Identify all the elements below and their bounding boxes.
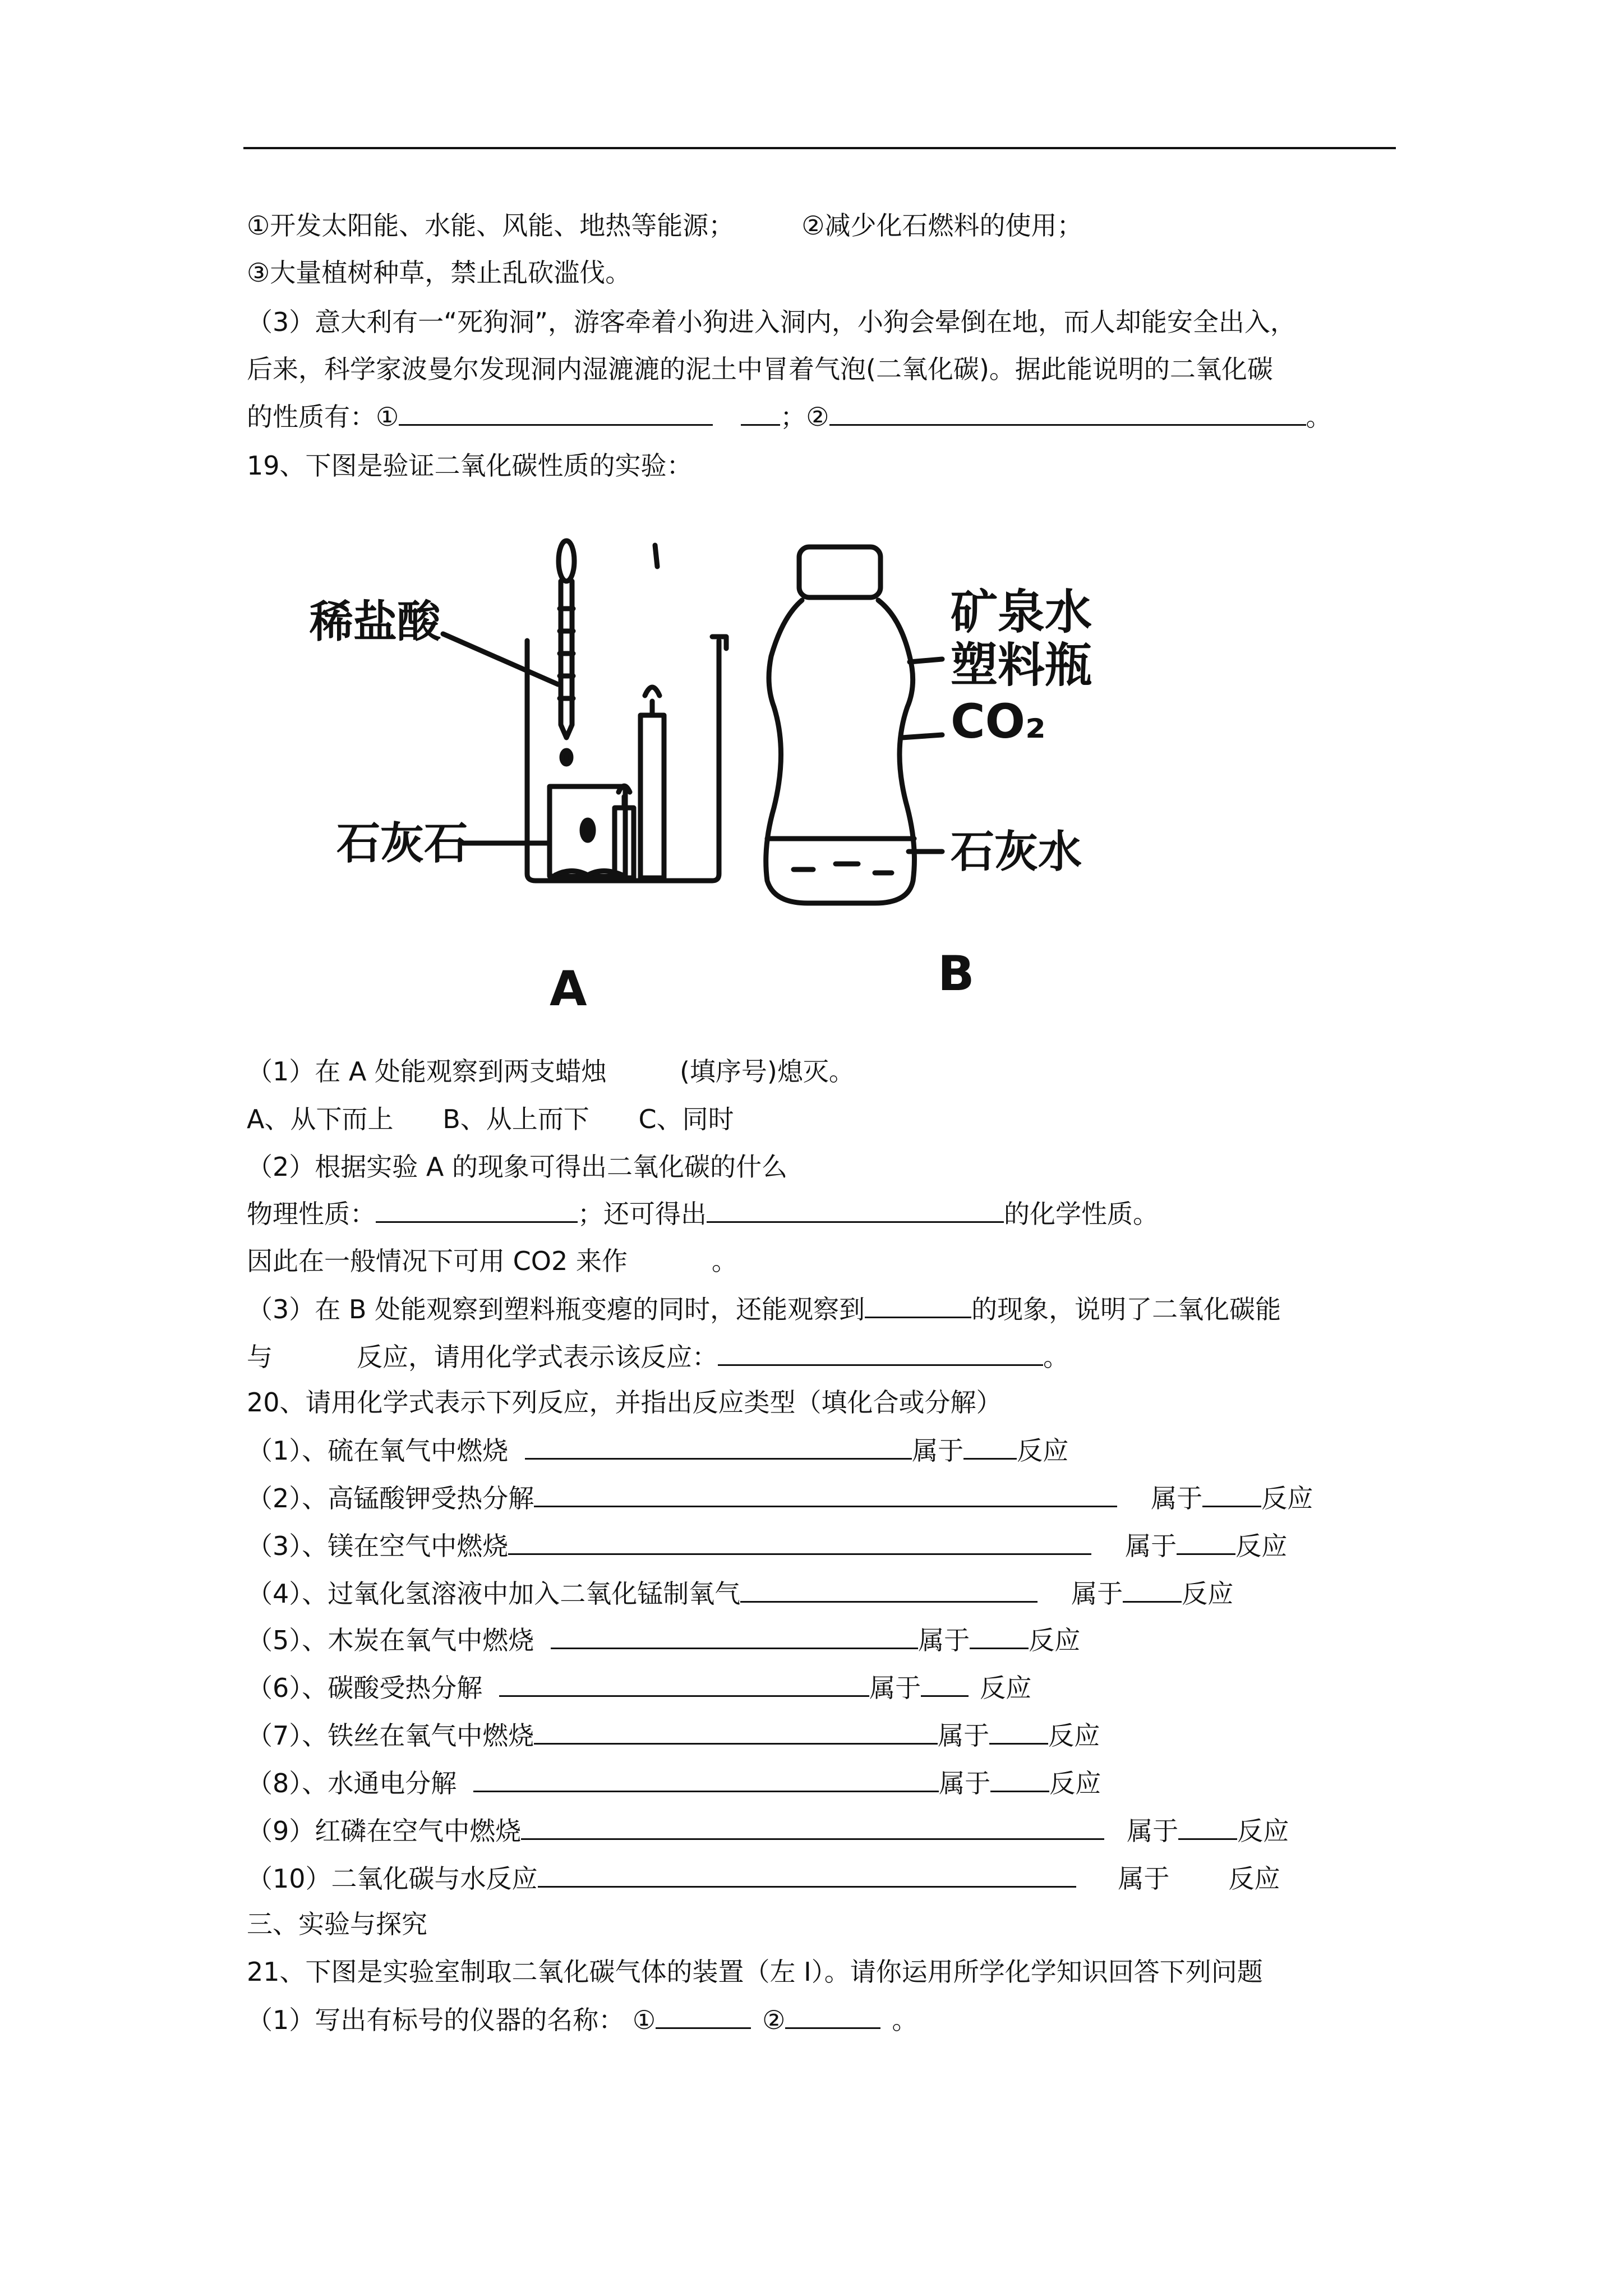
label-bottle-line2: 塑料瓶 bbox=[951, 638, 1092, 693]
header-rule bbox=[243, 147, 1396, 149]
question-19-title: 19、下图是验证二氧化碳性质的实验： bbox=[247, 450, 693, 481]
answer-blank-co2-property-1b[interactable] bbox=[741, 399, 780, 426]
answer-blank-instrument-2[interactable] bbox=[785, 2003, 880, 2029]
label-limestone: 石灰石 bbox=[336, 818, 468, 869]
label-A: A bbox=[550, 961, 587, 1017]
experiment-figure bbox=[280, 516, 1211, 1021]
q21-1-line: （1）写出有标号的仪器的名称： ① ② 。 bbox=[247, 2003, 917, 2037]
type-blank-r6[interactable] bbox=[921, 1671, 969, 1697]
measure-1: ①开发太阳能、水能、风能、地热等能源； bbox=[247, 210, 735, 241]
measure-2: ②减少化石燃料的使用； bbox=[801, 210, 1083, 241]
q18-3-line-1: （3）意大利有一“死狗洞”，游客牵着小狗进入洞内，小狗会晕倒在地，而人却能安全出入， bbox=[247, 307, 1296, 337]
answer-blank-r7[interactable] bbox=[534, 1718, 938, 1745]
answer-blank-r4[interactable] bbox=[740, 1576, 1038, 1603]
answer-blank-r5[interactable] bbox=[551, 1623, 918, 1649]
reaction-row-8: （8）、水通电分解 属于 反应 bbox=[247, 1766, 1101, 1800]
co2-pointer bbox=[902, 735, 942, 738]
q19-1-options: A、从下而上 B、从上而下 C、同时 bbox=[247, 1104, 734, 1134]
reaction-row-3: （3）、镁在空气中燃烧 属于 反应 bbox=[247, 1529, 1287, 1563]
dropper-tube-icon bbox=[561, 581, 572, 738]
answer-blank-r8[interactable] bbox=[473, 1766, 939, 1792]
q19-3-line-1: （3）在 B 处能观察到塑料瓶变瘪的同时，还能观察到 的现象，说明了二氧化碳能 bbox=[247, 1292, 1281, 1326]
answer-blank-r9[interactable] bbox=[521, 1814, 1104, 1840]
q19-3-line-2: 与 反应，请用化学式表示该反应： 。 bbox=[247, 1340, 1069, 1374]
answer-blank-physical-property[interactable] bbox=[376, 1197, 578, 1223]
tall-candle-icon bbox=[640, 715, 664, 878]
answer-blank-equation-b[interactable] bbox=[718, 1340, 1043, 1366]
q18-3-line-2: 后来，科学家波曼尔发现洞内湿漉漉的泥土中冒着气泡(二氧化碳)。据此能说明的二氧化碳 bbox=[247, 354, 1273, 384]
type-blank-r2[interactable] bbox=[1202, 1481, 1261, 1507]
q19-1-line: （1）在 A 处能观察到两支蜡烛 (填序号)熄灭。 bbox=[247, 1056, 855, 1087]
bottle-icon bbox=[766, 600, 915, 903]
q18-3-line-3: 的性质有：① ；② 。 bbox=[247, 399, 1332, 434]
acid-pointer bbox=[443, 634, 558, 684]
answer-blank-r3[interactable] bbox=[508, 1529, 1091, 1555]
measure-line-2: ③大量植树种草，禁止乱砍滥伐。 bbox=[247, 257, 631, 288]
reaction-row-4: （4）、过氧化氢溶液中加入二氧化锰制氧气 属于 反应 bbox=[247, 1576, 1233, 1611]
q19-2-line-2: 物理性质： ；还可得出 的化学性质。 bbox=[247, 1197, 1159, 1231]
question-21-title: 21、下图是实验室制取二氧化碳气体的装置（左 I）。请你运用所学化学知识回答下列问题 bbox=[247, 1957, 1263, 1987]
type-blank-r1[interactable] bbox=[963, 1433, 1017, 1460]
answer-blank-chemical-property[interactable] bbox=[707, 1197, 1004, 1223]
label-B: B bbox=[938, 946, 975, 1002]
type-blank-r7[interactable] bbox=[989, 1718, 1048, 1745]
answer-blank-r1[interactable] bbox=[525, 1433, 912, 1460]
type-blank-r9[interactable] bbox=[1178, 1814, 1237, 1840]
reaction-row-5: （5）、木炭在氧气中燃烧 属于 反应 bbox=[247, 1623, 1080, 1657]
experiment-figure-svg bbox=[280, 516, 1211, 1021]
section-3-title: 三、实验与探究 bbox=[247, 1909, 427, 1939]
reaction-row-10: （10）二氧化碳与水反应 属于 反应 bbox=[247, 1861, 1280, 1895]
answer-blank-instrument-1[interactable] bbox=[656, 2003, 751, 2029]
bottle-pointer bbox=[910, 659, 942, 662]
type-blank-r3[interactable] bbox=[1177, 1529, 1235, 1555]
type-blank-r4[interactable] bbox=[1123, 1576, 1182, 1603]
reaction-row-2: （2）、高锰酸钾受热分解 属于 反应 bbox=[247, 1481, 1313, 1515]
label-co2: CO₂ bbox=[951, 694, 1046, 749]
answer-blank-phenomenon[interactable] bbox=[865, 1292, 971, 1318]
stray-mark bbox=[655, 545, 657, 567]
reaction-row-9: （9）红磷在空气中燃烧 属于 反应 bbox=[247, 1814, 1289, 1848]
answer-blank-co2-property-1[interactable] bbox=[399, 399, 713, 426]
answer-blank-co2-property-2[interactable] bbox=[829, 399, 1306, 426]
type-blank-r8[interactable] bbox=[990, 1766, 1049, 1792]
measure-line-1 bbox=[247, 209, 1083, 242]
answer-blank-r2[interactable] bbox=[534, 1481, 1117, 1507]
type-blank-r5[interactable] bbox=[970, 1623, 1029, 1649]
q19-2-line-3: 因此在一般情况下可用 CO2 来作 。 bbox=[247, 1246, 737, 1276]
label-acid: 稀盐酸 bbox=[310, 597, 441, 647]
bottle-cap-icon bbox=[799, 547, 880, 597]
answer-blank-r6[interactable] bbox=[499, 1671, 869, 1697]
question-20-title: 20、请用化学式表示下列反应，并指出反应类型（填化合或分解） bbox=[247, 1387, 1002, 1418]
q19-2-line-1: （2）根据实验 A 的现象可得出二氧化碳的什么 bbox=[247, 1152, 787, 1182]
reaction-row-7: （7）、铁丝在氧气中燃烧 属于 反应 bbox=[247, 1718, 1100, 1752]
label-bottle-line1: 矿泉水 bbox=[951, 585, 1092, 639]
dropper-bulb-icon bbox=[559, 541, 574, 581]
label-limewater: 石灰水 bbox=[951, 827, 1082, 877]
reaction-row-1: （1）、硫在氧气中燃烧 属于 反应 bbox=[247, 1433, 1068, 1467]
answer-blank-r10[interactable] bbox=[538, 1861, 1076, 1888]
reaction-row-6: （6）、碳酸受热分解 属于 反应 bbox=[247, 1671, 1031, 1705]
